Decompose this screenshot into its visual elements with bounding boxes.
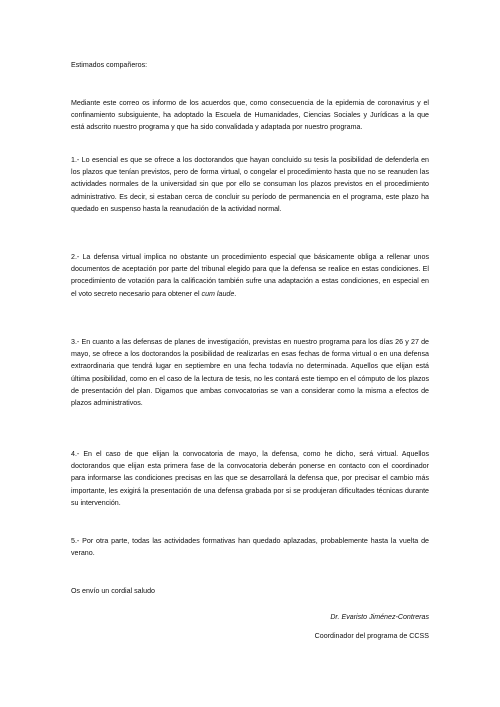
signature-name: Dr. Evaristo Jiménez-Contreras <box>330 613 429 622</box>
greeting: Estimados compañeros: <box>71 61 148 69</box>
point-2-end: . <box>234 289 237 298</box>
point-2-paragraph <box>71 251 429 300</box>
point-3-paragraph: 3.- En cuanto a las defensas de planes de investigación, previstas en nuestro programa para los días 26 y 27 de mayo, se ofrece a los doctorandos la posibilidad de realizarlas en esas fechas de forma virtual o en una defensa extraordinaria que tendrá lugar en septiembre en una fecha todavía no determinada. Aquellos que elijan está última posibilidad, como en el caso de la lectura de tesis, no les contará este tiempo en el cómputo de los plazos de presentación del plan. Digamos que ambas convocatorias se van a considerar como la misma a efectos de plazos administrativos. <box>71 338 429 408</box>
point-4-paragraph: 4.- En el caso de que elijan la convocatoria de mayo, la defensa, como he dicho, será virtual. Aquellos doctorandos que elijan esta primera fase de la convocatoria deberán ponerse en contacto con el coordinador para informarse las condiciones precisas en las que se desarrollará la defensa que, por precisar el cambio más importante, les exigirá la presentación de una defensa grabada por si se produjeran dificultades técnicas durante su intervención. <box>71 450 429 507</box>
intro-paragraph: Mediante este correo os informo de los acuerdos que, como consecuencia de la epidemia de coronavirus y el confinamiento subsiguiente, ha adoptado la Escuela de Humanidades, Ciencias Sociales y Jurídicas a la que está adscrito nuestro programa y que ha sido convalidada y adaptada por nuestro programa. <box>71 99 429 132</box>
closing-line: Os envío un cordial saludo <box>71 587 155 595</box>
point-1-paragraph: 1.- Lo esencial es que se ofrece a los doctorandos que hayan concluido su tesis la posibilidad de defenderla en los plazos que tenían previstos, pero de forma virtual, o congelar el procedimiento hasta que no se reanuden las actividades normales de la universidad sin que por ello se consuman los plazos previstos en el procedimiento administrativo. Es decir, si estaban cerca de concluir su período de permanencia en el programa, este plazo ha quedado en suspenso hasta la reanudación de la actividad normal. <box>71 156 429 213</box>
point-2-text: 2.- La defensa virtual implica no obstante un procedimiento especial que básicamente obliga a rellenar unos documentos de aceptación por parte del tribunal elegido para que la defensa se realice en estas condiciones. El procedimiento de votación para la calificación también sufre una adaptación a estas condiciones, en especial en el voto secreto necesario para obtener el <box>71 253 429 298</box>
signature-title: Coordinador del programa de CCSS <box>314 632 429 641</box>
point-5-paragraph: 5.- Por otra parte, todas las actividades formativas han quedado aplazadas, probablemente hasta la vuelta de verano. <box>71 537 429 558</box>
point-2-italic-term: cum laude <box>201 289 235 298</box>
